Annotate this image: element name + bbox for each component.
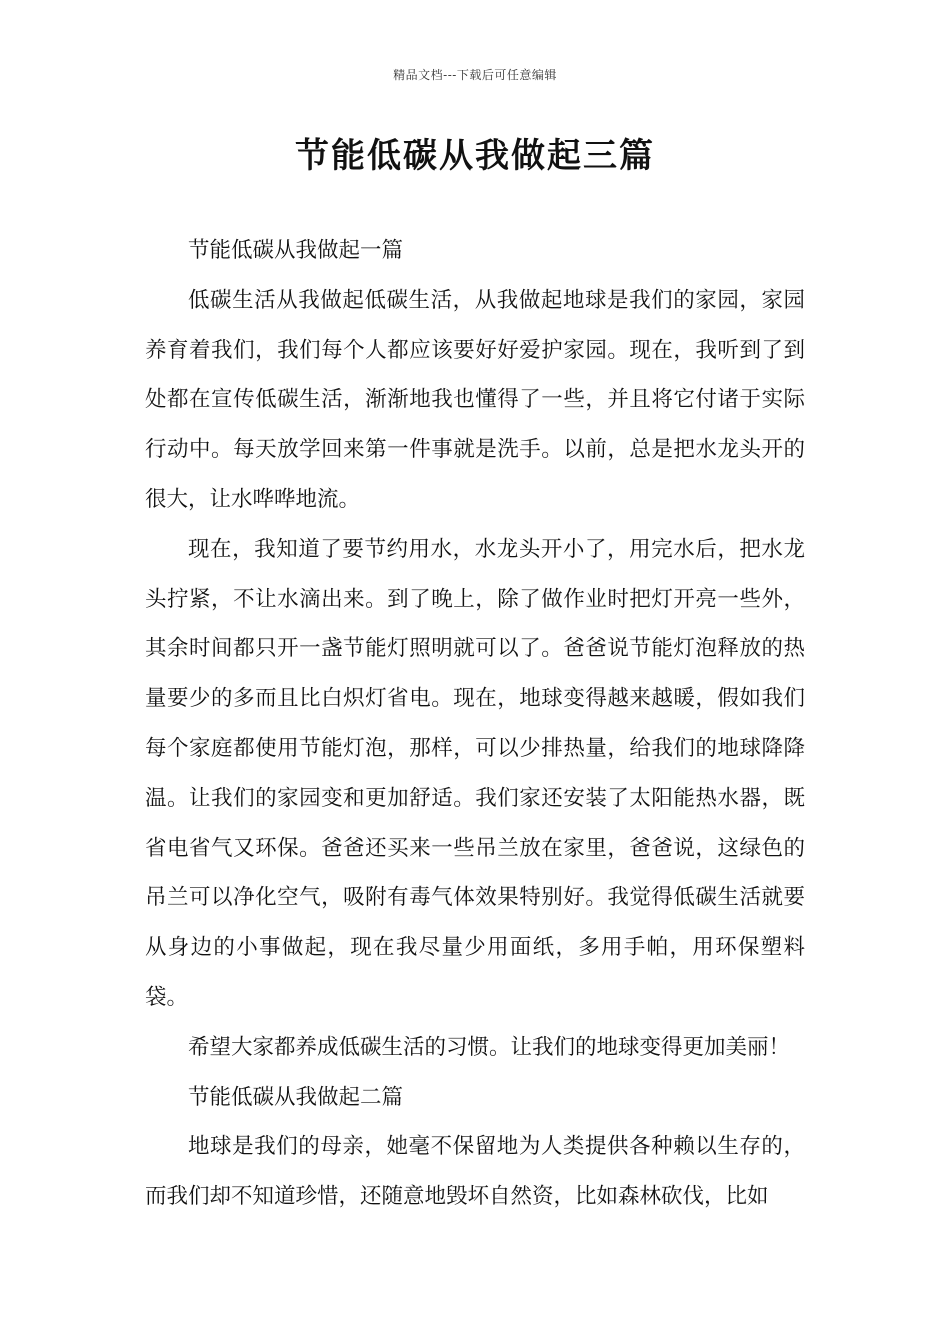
document-body bbox=[145, 226, 805, 1222]
paragraph: 现在，我知道了要节约用水，水龙头开小了，用完水后，把水龙头拧紧，不让水滴出来。到了晚上，除了做作业时把灯开亮一些外，其余时间都只开一盏节能灯照明就可以了。爸爸说节能灯泡释放的热量要少的多而且比白炽灯省电。现在，地球变得越来越暖，假如我们每个家庭都使用节能灯泡，那样，可以少排热量，给我们的地球降降温。让我们的家园变和更加舒适。我们家还安装了太阳能热水器，既省电省气又环保。爸爸还买来一些吊兰放在家里，爸爸说，这绿色的吊兰可以净化空气，吸附有毒气体效果特别好。我觉得低碳生活就要从身边的小事做起，现在我尽量少用面纸，多用手帕，用环保塑料袋。 bbox=[145, 536, 805, 1010]
paragraph: 低碳生活从我做起低碳生活，从我做起地球是我们的家园，家园养育着我们，我们每个人都应该要好好爱护家园。现在，我听到了到处都在宣传低碳生活，渐渐地我也懂得了一些，并且将它付诸于实际行动中。每天放学回来第一件事就是洗手。以前，总是把水龙头开的很大，让水哗哗地流。 bbox=[145, 287, 805, 512]
document-title: 节能低碳从我做起三篇 bbox=[295, 136, 655, 176]
section-heading-1: 节能低碳从我做起一篇 bbox=[188, 238, 404, 263]
section-heading-2: 节能低碳从我做起二篇 bbox=[188, 1084, 404, 1110]
paragraph: 希望大家都养成低碳生活的习惯。让我们的地球变得更加美丽！ bbox=[188, 1034, 791, 1060]
header-note: 精品文档---下载后可任意编辑 bbox=[393, 68, 557, 82]
paragraph: 地球是我们的母亲，她毫不保留地为人类提供各种赖以生存的，而我们却不知道珍惜，还随意地毁坏自然资，比如森林砍伐，比如 bbox=[145, 1134, 805, 1210]
